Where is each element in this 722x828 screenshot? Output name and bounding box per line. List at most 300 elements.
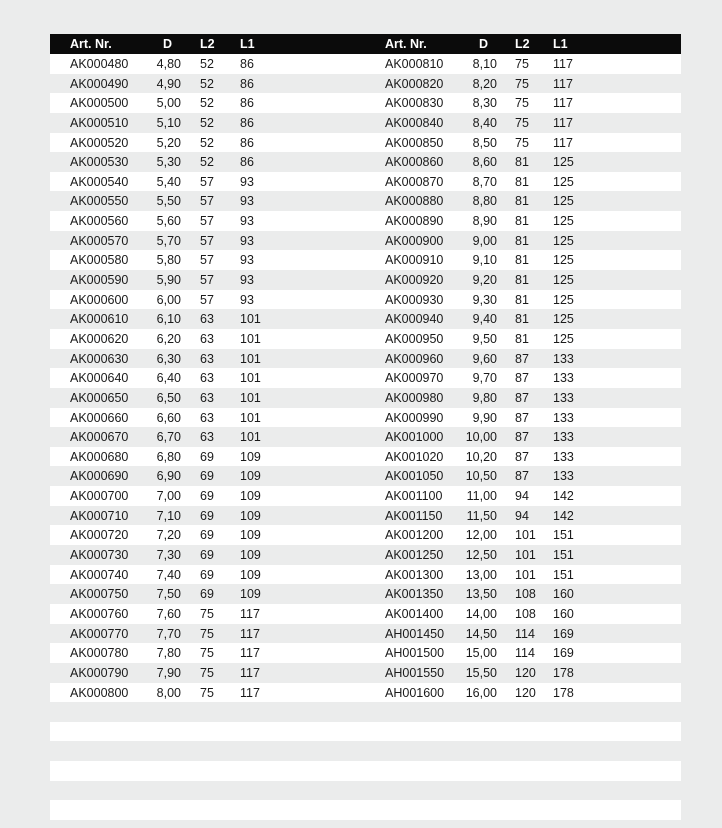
l2-right: 81	[515, 273, 529, 288]
diameter-left: 7,10	[156, 508, 181, 523]
table-row	[50, 466, 681, 486]
art-nr-right: AK000950	[385, 331, 444, 346]
diameter-right: 12,50	[465, 548, 497, 563]
table-row	[50, 447, 681, 467]
diameter-right: 8,70	[472, 174, 497, 189]
diameter-right: 9,50	[472, 331, 497, 346]
diameter-right: 8,40	[472, 115, 497, 130]
l1-left: 109	[240, 449, 261, 464]
art-nr-right: AK000820	[385, 76, 444, 91]
table-row	[50, 290, 681, 310]
art-nr-left: AK000520	[70, 135, 129, 150]
art-nr-right: AK001150	[385, 508, 443, 523]
table-row	[50, 191, 681, 211]
diameter-left: 7,40	[156, 567, 181, 582]
l1-left: 86	[240, 115, 254, 130]
art-nr-left: AK000620	[70, 331, 129, 346]
l2-left: 63	[200, 430, 214, 445]
l1-right: 125	[553, 194, 574, 209]
table-row	[50, 408, 681, 428]
art-nr-left: AK000690	[70, 469, 129, 484]
l2-left: 69	[200, 469, 214, 484]
l2-right: 120	[515, 665, 536, 680]
art-nr-right: AK000810	[385, 57, 444, 71]
l1-left: 117	[240, 665, 260, 680]
header-art-nr-right: Art. Nr.	[385, 37, 427, 51]
table-header	[50, 34, 681, 54]
table-row	[50, 800, 681, 820]
art-nr-right: AH001450	[385, 626, 445, 641]
diameter-right: 13,00	[465, 567, 497, 582]
diameter-left: 6,10	[156, 312, 181, 327]
art-nr-right: AK001200	[385, 528, 444, 543]
diameter-right: 9,40	[472, 312, 497, 327]
art-nr-right: AK000960	[385, 351, 444, 366]
l2-left: 69	[200, 528, 214, 543]
diameter-right: 14,50	[465, 626, 497, 641]
l1-left: 86	[240, 76, 254, 91]
l2-left: 52	[200, 96, 214, 111]
art-nr-left: AK000500	[70, 96, 129, 111]
diameter-right: 8,80	[472, 194, 497, 209]
l1-left: 109	[240, 489, 261, 504]
l2-left: 63	[200, 312, 214, 327]
l1-left: 93	[240, 233, 254, 248]
l1-right: 117	[553, 96, 573, 111]
art-nr-left: AK000630	[70, 351, 129, 366]
l2-right: 108	[515, 587, 536, 602]
art-nr-right: AK001020	[385, 449, 444, 464]
diameter-left: 5,30	[156, 155, 181, 170]
art-nr-left: AK000580	[70, 253, 129, 268]
l2-right: 81	[515, 214, 529, 229]
diameter-left: 5,60	[156, 214, 181, 229]
l2-right: 81	[515, 233, 529, 248]
diameter-left: 6,50	[156, 390, 181, 405]
diameter-left: 6,90	[156, 469, 181, 484]
l2-left: 52	[200, 57, 214, 71]
l2-right: 75	[515, 96, 529, 111]
diameter-left: 5,20	[156, 135, 181, 150]
l1-right: 133	[553, 390, 574, 405]
l2-right: 75	[515, 76, 529, 91]
l2-left: 57	[200, 214, 214, 229]
diameter-right: 9,20	[472, 273, 497, 288]
art-nr-left: AK000770	[70, 626, 129, 641]
l1-right: 160	[553, 606, 574, 621]
l2-left: 57	[200, 233, 214, 248]
l1-right: 125	[553, 233, 574, 248]
l2-left: 63	[200, 371, 214, 386]
l2-left: 63	[200, 390, 214, 405]
art-nr-left: AK000530	[70, 155, 129, 170]
l2-right: 75	[515, 57, 529, 71]
diameter-right: 10,00	[465, 430, 497, 445]
art-nr-right: AK000870	[385, 174, 444, 189]
l1-right: 117	[553, 76, 573, 91]
diameter-right: 10,20	[465, 449, 497, 464]
table-row	[50, 349, 681, 369]
l1-left: 109	[240, 548, 261, 563]
l1-right: 125	[553, 214, 574, 229]
l1-right: 169	[553, 626, 574, 641]
l2-right: 81	[515, 331, 529, 346]
diameter-left: 6,40	[156, 371, 181, 386]
l2-right: 75	[515, 135, 529, 150]
table-row	[50, 722, 681, 742]
art-nr-left: AK000790	[70, 665, 129, 680]
art-nr-right: AK000860	[385, 155, 444, 170]
header-l1-left: L1	[240, 37, 255, 51]
l2-left: 63	[200, 331, 214, 346]
l2-right: 94	[515, 508, 529, 523]
diameter-right: 11,50	[466, 508, 497, 523]
diameter-left: 6,00	[156, 292, 181, 307]
art-nr-right: AK000900	[385, 233, 444, 248]
l1-left: 93	[240, 214, 254, 229]
l2-left: 52	[200, 76, 214, 91]
art-nr-left: AK000600	[70, 292, 129, 307]
art-nr-right: AK000920	[385, 273, 444, 288]
diameter-left: 7,30	[156, 548, 181, 563]
l2-left: 57	[200, 194, 214, 209]
art-nr-right: AH001600	[385, 685, 445, 700]
art-nr-right: AK000850	[385, 135, 444, 150]
l2-right: 120	[515, 685, 536, 700]
l1-left: 101	[240, 331, 261, 346]
l2-right: 87	[515, 430, 529, 445]
art-nr-left: AK000750	[70, 587, 129, 602]
l2-left: 57	[200, 174, 214, 189]
art-nr-left: AK000510	[70, 115, 129, 130]
l2-right: 81	[515, 174, 529, 189]
l2-left: 57	[200, 273, 214, 288]
diameter-right: 13,50	[465, 587, 497, 602]
l1-left: 86	[240, 96, 254, 111]
l1-left: 101	[240, 312, 261, 327]
l2-left: 75	[200, 665, 214, 680]
l2-left: 57	[200, 292, 214, 307]
l2-left: 69	[200, 548, 214, 563]
table-row	[50, 486, 681, 506]
diameter-left: 5,50	[156, 194, 181, 209]
art-nr-left: AK000760	[70, 606, 129, 621]
diameter-right: 12,00	[465, 528, 497, 543]
table-row	[50, 152, 681, 172]
diameter-left: 8,00	[156, 685, 181, 700]
l1-left: 93	[240, 292, 254, 307]
diameter-left: 5,40	[156, 174, 181, 189]
table-row	[50, 584, 681, 604]
diameter-right: 8,90	[472, 214, 497, 229]
art-nr-left: AK000590	[70, 273, 129, 288]
l1-right: 125	[553, 292, 574, 307]
l1-right: 169	[553, 646, 574, 661]
table-row	[50, 329, 681, 349]
art-nr-left: AK000730	[70, 548, 129, 563]
art-nr-left: AK000650	[70, 390, 129, 405]
art-nr-right: AK001000	[385, 430, 444, 445]
diameter-left: 6,30	[156, 351, 181, 366]
diameter-right: 8,50	[472, 135, 497, 150]
diameter-left: 7,00	[156, 489, 181, 504]
l1-left: 101	[240, 430, 261, 445]
art-nr-right: AK000880	[385, 194, 444, 209]
table-row	[50, 250, 681, 270]
l2-right: 81	[515, 312, 529, 327]
table-row	[50, 74, 681, 94]
l2-left: 52	[200, 115, 214, 130]
diameter-right: 9,10	[472, 253, 497, 268]
l1-right: 133	[553, 410, 574, 425]
diameter-right: 15,50	[465, 665, 497, 680]
l1-right: 178	[553, 665, 574, 680]
art-nr-left: AK000670	[70, 430, 129, 445]
l1-right: 117	[553, 57, 573, 71]
art-nr-right: AK000990	[385, 410, 444, 425]
table-row	[50, 741, 681, 761]
table-row	[50, 427, 681, 447]
l1-right: 125	[553, 174, 574, 189]
l1-right: 151	[553, 567, 574, 582]
l1-left: 86	[240, 135, 254, 150]
l2-right: 87	[515, 449, 529, 464]
art-nr-right: AK000840	[385, 115, 444, 130]
l1-left: 117	[240, 626, 260, 641]
table-row	[50, 506, 681, 526]
l2-left: 69	[200, 449, 214, 464]
header-l2-right: L2	[515, 37, 530, 51]
l1-left: 109	[240, 469, 261, 484]
table-row	[50, 702, 681, 722]
l2-left: 75	[200, 685, 214, 700]
table-row	[50, 683, 681, 703]
l1-right: 133	[553, 371, 574, 386]
diameter-right: 14,00	[465, 606, 497, 621]
table-row	[50, 643, 681, 663]
art-nr-right: AH001550	[385, 665, 445, 680]
l1-right: 151	[553, 528, 574, 543]
l1-right: 142	[553, 508, 574, 523]
art-nr-left: AK000740	[70, 567, 129, 582]
diameter-right: 9,90	[472, 410, 497, 425]
l1-left: 117	[240, 646, 260, 661]
table-row	[50, 663, 681, 683]
l1-left: 86	[240, 57, 254, 71]
l2-left: 75	[200, 626, 214, 641]
art-nr-right: AK000980	[385, 390, 444, 405]
table-row	[50, 54, 681, 74]
l1-right: 117	[553, 115, 573, 130]
diameter-left: 5,10	[156, 115, 181, 130]
art-nr-right: AK001050	[385, 469, 444, 484]
l1-left: 109	[240, 587, 261, 602]
table-row	[50, 624, 681, 644]
diameter-left: 6,70	[156, 430, 181, 445]
l1-left: 109	[240, 508, 261, 523]
l2-right: 87	[515, 351, 529, 366]
l2-right: 87	[515, 371, 529, 386]
l1-right: 125	[553, 155, 574, 170]
art-nr-left: AK000720	[70, 528, 129, 543]
diameter-left: 7,90	[156, 665, 181, 680]
l1-right: 125	[553, 312, 574, 327]
table-row	[50, 211, 681, 231]
l2-left: 69	[200, 508, 214, 523]
l1-right: 133	[553, 469, 574, 484]
art-nr-right: AH001500	[385, 646, 445, 661]
table-row	[50, 545, 681, 565]
art-nr-right: AK001350	[385, 587, 444, 602]
l1-left: 93	[240, 253, 254, 268]
l2-right: 81	[515, 253, 529, 268]
diameter-right: 9,00	[472, 233, 497, 248]
l2-left: 63	[200, 410, 214, 425]
diameter-left: 5,80	[156, 253, 181, 268]
l1-left: 101	[240, 390, 261, 405]
diameter-right: 9,30	[472, 292, 497, 307]
diameter-left: 6,60	[156, 410, 181, 425]
l1-left: 93	[240, 174, 254, 189]
diameter-right: 9,60	[472, 351, 497, 366]
diameter-right: 15,00	[465, 646, 497, 661]
art-nr-left: AK000640	[70, 371, 129, 386]
l1-left: 117	[240, 606, 260, 621]
l2-right: 87	[515, 410, 529, 425]
article-table	[50, 34, 681, 820]
diameter-left: 6,80	[156, 449, 181, 464]
diameter-right: 16,00	[465, 685, 497, 700]
l2-right: 101	[515, 567, 536, 582]
diameter-left: 7,20	[156, 528, 181, 543]
art-nr-right: AK001100	[385, 489, 443, 504]
table-row	[50, 761, 681, 781]
l1-left: 109	[240, 567, 261, 582]
l2-left: 63	[200, 351, 214, 366]
l2-left: 57	[200, 253, 214, 268]
art-nr-left: AK000780	[70, 646, 129, 661]
diameter-right: 8,60	[472, 155, 497, 170]
art-nr-right: AK001250	[385, 548, 444, 563]
diameter-left: 7,70	[156, 626, 181, 641]
diameter-right: 8,20	[472, 76, 497, 91]
l2-right: 81	[515, 194, 529, 209]
header-d-right: D	[479, 37, 489, 51]
l2-right: 75	[515, 115, 529, 130]
table-row	[50, 231, 681, 251]
diameter-left: 7,80	[156, 646, 181, 661]
art-nr-left: AK000660	[70, 410, 129, 425]
l1-right: 151	[553, 548, 574, 563]
art-nr-left: AK000700	[70, 489, 129, 504]
l1-right: 142	[553, 489, 574, 504]
header-art-nr-left: Art. Nr.	[70, 37, 112, 51]
l2-right: 114	[515, 626, 535, 641]
diameter-left: 7,50	[156, 587, 181, 602]
diameter-left: 5,90	[156, 273, 181, 288]
diameter-left: 6,20	[156, 331, 181, 346]
diameter-right: 9,80	[472, 390, 497, 405]
l1-right: 160	[553, 587, 574, 602]
diameter-left: 7,60	[156, 606, 181, 621]
l1-right: 133	[553, 351, 574, 366]
l2-left: 52	[200, 155, 214, 170]
l2-right: 81	[515, 292, 529, 307]
l1-left: 93	[240, 194, 254, 209]
art-nr-left: AK000800	[70, 685, 129, 700]
diameter-right: 9,70	[472, 371, 497, 386]
table-row	[50, 113, 681, 133]
table-row	[50, 781, 681, 801]
l2-right: 101	[515, 528, 536, 543]
l1-right: 125	[553, 331, 574, 346]
art-nr-left: AK000480	[70, 57, 129, 71]
l1-right: 133	[553, 430, 574, 445]
l1-left: 101	[240, 351, 261, 366]
art-nr-right: AK000830	[385, 96, 444, 111]
table-row	[50, 309, 681, 329]
table-row	[50, 388, 681, 408]
l1-right: 133	[553, 449, 574, 464]
art-nr-left: AK000610	[70, 312, 129, 327]
table-body	[50, 54, 681, 820]
table-row	[50, 368, 681, 388]
art-nr-left: AK000570	[70, 233, 129, 248]
diameter-left: 5,00	[156, 96, 181, 111]
table-row	[50, 270, 681, 290]
l2-right: 81	[515, 155, 529, 170]
l1-left: 86	[240, 155, 254, 170]
diameter-right: 8,10	[472, 57, 497, 71]
l1-right: 125	[553, 273, 574, 288]
table-row	[50, 93, 681, 113]
l2-left: 52	[200, 135, 214, 150]
l2-left: 69	[200, 489, 214, 504]
diameter-right: 11,00	[466, 489, 497, 504]
table-row	[50, 525, 681, 545]
header-d-left: D	[163, 37, 173, 51]
l1-left: 117	[240, 685, 260, 700]
l1-right: 117	[553, 135, 573, 150]
diameter-right: 8,30	[472, 96, 497, 111]
l1-left: 101	[240, 371, 261, 386]
l1-left: 109	[240, 528, 261, 543]
diameter-left: 4,80	[156, 57, 181, 71]
l1-right: 125	[553, 253, 574, 268]
header-l2-left: L2	[200, 37, 215, 51]
diameter-left: 4,90	[156, 76, 181, 91]
diameter-right: 10,50	[465, 469, 497, 484]
art-nr-right: AK000940	[385, 312, 444, 327]
art-nr-left: AK000550	[70, 194, 129, 209]
l2-left: 69	[200, 587, 214, 602]
art-nr-right: AK001400	[385, 606, 444, 621]
l1-left: 101	[240, 410, 261, 425]
l2-right: 114	[515, 646, 535, 661]
table-row	[50, 604, 681, 624]
l2-right: 87	[515, 469, 529, 484]
art-nr-right: AK000930	[385, 292, 444, 307]
l2-left: 75	[200, 646, 214, 661]
art-nr-left: AK000710	[70, 508, 129, 523]
header-l1-right: L1	[553, 37, 568, 51]
l2-right: 108	[515, 606, 536, 621]
art-nr-right: AK000910	[385, 253, 444, 268]
l2-left: 75	[200, 606, 214, 621]
art-nr-left: AK000680	[70, 449, 129, 464]
table-row	[50, 133, 681, 153]
l1-right: 178	[553, 685, 574, 700]
